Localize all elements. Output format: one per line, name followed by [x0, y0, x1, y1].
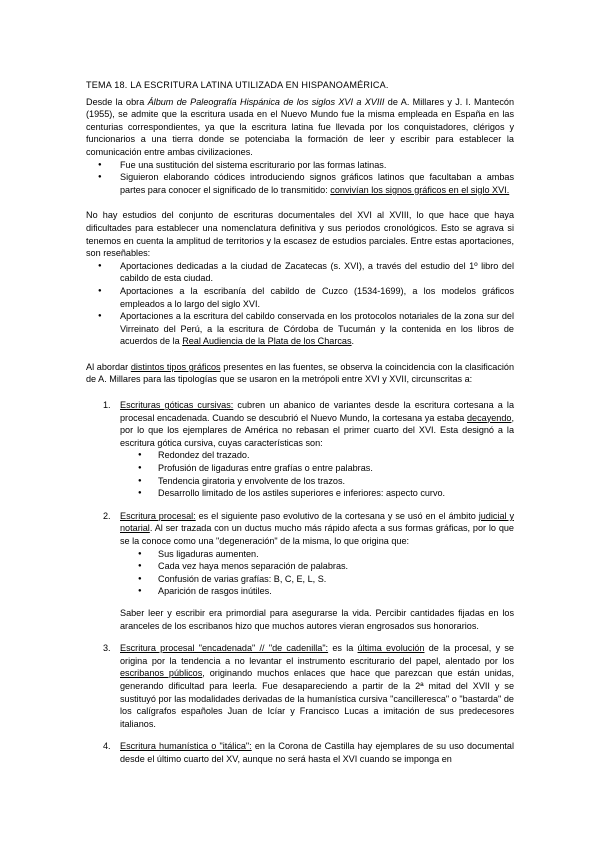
script-type-1-text-2: , por lo que los ejemplares de América no rebasan el primer cuarto del XVI. Esta designó a la escritura gótica cursiva, cuyas características son: [120, 412, 514, 448]
feature-item: ● Sus ligaduras aumenten. [158, 548, 514, 561]
script-type-3-underlined: última evolución [357, 643, 425, 654]
script-type-2-text-2: . Al ser trazada con un ductus mucho más rápido afecta a sus formas gráficas, por lo que se la conoce como una "degeneración" de la misma, lo que origina que: [120, 523, 514, 546]
intro-paragraph [86, 96, 514, 159]
feature-item: ● Redondez del trazado. [158, 449, 514, 462]
feature-item: ● Desarrollo limitado de los astiles superiores e inferiores: aspecto curvo. [158, 487, 514, 500]
intro-bullet-1-text: Fue una sustitución del sistema escriturario por las formas latinas. [120, 159, 387, 170]
intro-bullet-list [86, 159, 514, 197]
script-type-4-heading: Escritura humanística o "itálica": [120, 741, 252, 752]
script-type-1-underlined: decayendo [466, 412, 512, 423]
script-type-1-features [120, 449, 514, 499]
script-type-2-heading: Escritura procesal: [120, 510, 196, 521]
document-body [86, 79, 514, 776]
script-type-3-underlined-2: escribanos públicos [120, 668, 203, 679]
intro-bullet-2 [120, 171, 514, 196]
contribution-2-text: Aportaciones a la escribanía del cabildo de Cuzco (1534-1699), a los modelos gráficos empleados a lo largo del siglo XVI. [120, 285, 514, 309]
classification-paragraph [86, 361, 514, 386]
list-number: 2. [103, 510, 111, 521]
feature-item: ● Tendencia giratoria y envolvente de los trazos. [158, 475, 514, 488]
list-number: 1. [103, 400, 111, 411]
script-type-2-note: Saber leer y escribir era primordial para asegurarse la vida. Percibir cantidades fijadas en los aranceles de los escribanos hizo que muchos autores vieran engrosados sus honorarios. [120, 607, 514, 631]
contribution-2 [120, 285, 514, 310]
script-type-1-text: cubren un abanico de variantes desde la escritura cortesana a la procesal encadenada. Cuando se descubrió el Nuevo Mundo, la cortesana ya estaba [120, 400, 514, 423]
contributions-list [86, 260, 514, 348]
contribution-3-text: Aportaciones a la escritura del cabildo conservada en los protocolos notariales de la zona sur del Virreinato del Perú, a la escritura de Córdoba de Tucumán y la contenida en los libros de acuerdos de la [120, 311, 514, 347]
script-type-3 [103, 642, 514, 730]
page-title: TEMA 18. LA ESCRITURA LATINA UTILIZADA EN HISPANOAMÉRICA. [86, 80, 389, 90]
contribution-1-text: Aportaciones dedicadas a la ciudad de Zacatecas (s. XVI), a través del estudio del 1º libro del cabildo de esta ciudad. [120, 260, 514, 284]
script-type-3-text-3: , originando muchos enlaces que hace que parezcan que están unidas, generando dificultad para leerla. Fue desapareciendo a partir de la 2ª mitad del XVII y se sustituyó por las modalidades derivadas de la humanística cursiva "cancilleresca" o "bastarda" de los calígrafos españoles Juan de Icíar y Francisco Lucas a imitación de sus predecesores italianos. [120, 668, 514, 729]
contribution-1 [120, 260, 514, 285]
script-type-2-text: es el siguiente paso evolutivo de la cortesana y se usó en el ámbito [195, 510, 479, 521]
spacer [86, 386, 514, 399]
script-type-3-text: es la [328, 643, 358, 654]
classification-text-start: Al abordar [86, 361, 131, 372]
script-type-4-text: en la Corona de Castilla hay ejemplares de su uso documental desde el último cuarto del XV, aunque no será hasta el XVI cuando se imponga en [120, 741, 515, 764]
script-type-3-text-2: de la procesal, y se origina por la tendencia a no levantar el instrumento escriturario del papel, alentado por los [120, 643, 514, 666]
intro-bullet-1 [120, 159, 514, 172]
script-type-3-heading: Escritura procesal "encadenada" // "de cadenilla": [120, 643, 329, 654]
classification-underlined: distintos tipos gráficos [130, 361, 221, 372]
intro-text-start: Desde la obra [86, 96, 148, 107]
script-type-2-features [120, 548, 514, 598]
list-number: 4. [103, 741, 111, 752]
studies-paragraph: No hay estudios del conjunto de escrituras documentales del XVI al XVIII, lo que hace que haya dificultades para establecer una nomenclatura definitiva y sus periodos cronológicos. Esto se agrava si tenemos en cuenta la amplitud de territorios y la escasez de estudios parciales. Entre estas aportaciones, son reseñables: [86, 210, 514, 259]
intro-bullet-2-underlined: convivían los signos gráficos en el siglo XVI. [330, 184, 510, 195]
intro-text-end: de A. Millares y J. I. Mantecón (1955), se admite que la escritura usada en el Nuevo Mundo fue la misma empleada en España en las centurias correspondientes, ya que la escritura latina fue llevada por los conquistadores, clérigos y funcionarios a una tierra donde se potenciaba la formación de leer y escribir para establecer la comunicación entre ambas civilizaciones. [86, 96, 514, 157]
contribution-3-underlined: Real Audiencia de la Plata de los Charcas [182, 336, 352, 347]
feature-item: ● Cada vez haya menos separación de palabras. [158, 560, 514, 573]
script-type-2-underlined: judicial y notarial [120, 510, 514, 534]
intro-bullet-2-text: Siguieron elaborando códices introduciendo signos gráficos latinos que facultaban a ambas partes para conocer el significado de lo transmitido: [120, 172, 514, 195]
classification-text-end: presentes en las fuentes, se observa la coincidencia con la clasificación de A. Millares para las tipologías que se usaron en la metrópoli entre XVI y XVII, circunscritas a: [86, 361, 515, 385]
intro-book-title: Álbum de Paleografía Hispánica de los siglos XVI a XVIII [147, 96, 385, 107]
script-type-2 [103, 510, 514, 632]
list-number: 3. [103, 643, 111, 654]
spacer [86, 348, 514, 361]
script-type-1 [103, 399, 514, 500]
feature-item: ● Confusión de varias grafías: B, C, E, L, S. [158, 573, 514, 586]
script-types-list [86, 399, 514, 765]
script-type-1-heading: Escrituras góticas cursivas: [120, 400, 234, 411]
contribution-3-end: . [351, 336, 355, 347]
feature-item: ● Profusión de ligaduras entre grafías o entre palabras. [158, 462, 514, 475]
script-type-4 [103, 740, 515, 765]
feature-item: ● Aparición de rasgos inútiles. [158, 585, 514, 598]
contribution-3 [120, 310, 514, 348]
spacer [86, 196, 514, 209]
